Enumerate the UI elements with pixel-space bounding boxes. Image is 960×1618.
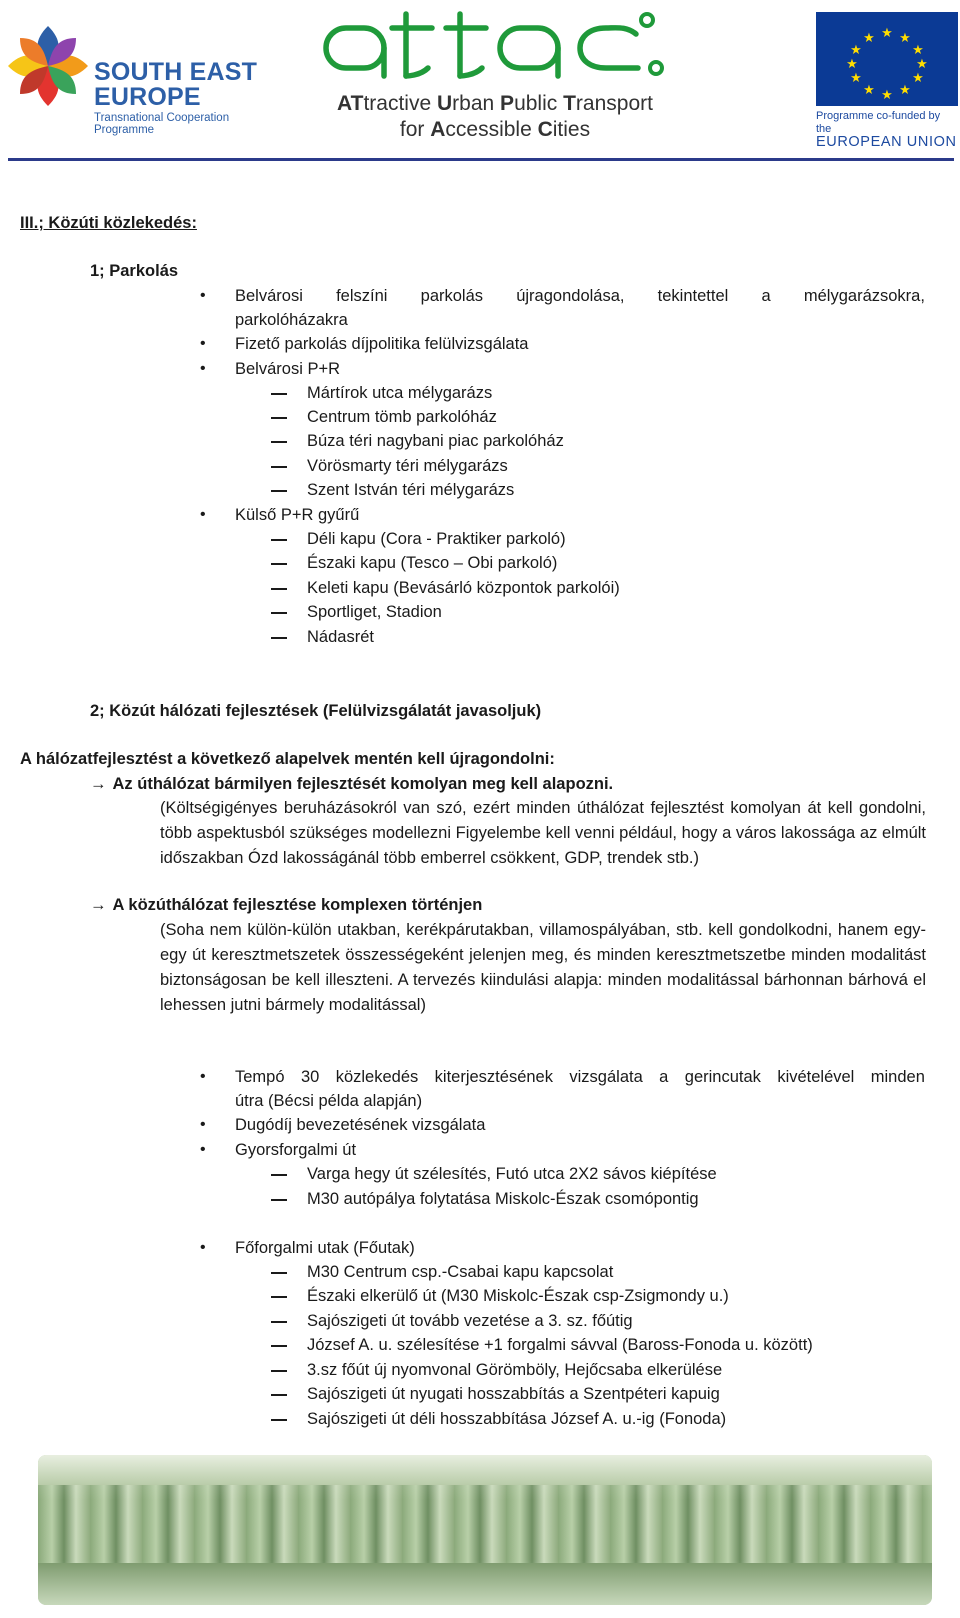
parking-item-4-sub: Keleti kapu (Bevásárló központok parkolói) (307, 579, 620, 597)
eu-flag-icon (816, 12, 958, 106)
dash-icon (271, 1394, 287, 1396)
dash-icon (271, 1345, 287, 1347)
parking-item-3: Belvárosi P+R (235, 360, 341, 378)
footer-city-banner (38, 1455, 932, 1605)
principle-2: → A közúthálózat fejlesztése komplexen történjen (90, 896, 483, 914)
network-heading: 2; Közút hálózati fejlesztések (Felülvizsgálatát javasoljuk) (90, 702, 542, 720)
eu-cofunded-note (816, 110, 958, 149)
principle-1-text: (Költségigényes beruházásokról van szó, ezért minden úthálózat fejlesztést komolyan át kell gondolni, több aspektusból szükséges modellezni Figyelembe kell venni például, hogy a város lakossága az elmúlt időszakban Ózd lakosságánál több emberrel csökkent, GDP, trendek stb.) (160, 799, 926, 867)
bullet-icon: • (200, 360, 206, 377)
parking-item-3-sub: Szent István téri mélygarázs (307, 481, 515, 499)
see-title-line1: SOUTH EAST (94, 58, 258, 86)
svg-text:★: ★ (881, 88, 893, 103)
expressway-sub: M30 autópálya folytatása Miskolc-Észak csomópontig (307, 1190, 699, 1208)
parking-item-4-sub: Nádasrét (307, 628, 374, 646)
eu-logo (816, 12, 958, 150)
expressway-sub: Varga hegy út szélesítés, Futó utca 2X2 sávos kiépítése (307, 1165, 717, 1183)
tempo30-line1: Tempó 30 közlekedés kiterjesztésének vizsgálata a gerincutak kivételével minden (235, 1068, 925, 1086)
attac-subtitle-line2: for Accessible Cities (399, 118, 591, 141)
svg-text:★: ★ (863, 83, 875, 98)
svg-text:★: ★ (850, 43, 862, 58)
bullet-icon: • (200, 335, 206, 352)
section-title: III.; Közúti közlekedés: (20, 214, 197, 232)
svg-text:★: ★ (846, 57, 858, 72)
parking-item-2: Fizető parkolás díjpolitika felülvizsgálata (235, 335, 529, 353)
bullet-icon: • (200, 506, 206, 523)
attac-logo (320, 6, 670, 156)
south-east-europe-logo (2, 16, 267, 136)
principle-1: → Az úthálózat bármilyen fejlesztését komolyan meg kell alapozni. (90, 775, 614, 793)
bullet-icon: • (200, 287, 206, 304)
dash-icon (271, 539, 287, 541)
dash-icon (271, 1419, 287, 1421)
parking-item-3-sub: Mártírok utca mélygarázs (307, 384, 493, 402)
expressway-item: Gyorsforgalmi út (235, 1141, 357, 1159)
header-divider (8, 158, 954, 161)
dash-icon (271, 588, 287, 590)
bullet-icon: • (200, 1141, 206, 1158)
attac-subtitle-line1: ATtractive Urban Public Transport (337, 92, 653, 115)
arrow-right-icon: → (90, 775, 107, 793)
bullet-icon: • (200, 1116, 206, 1133)
main-roads-sub: Sajószigeti út déli hosszabbítása József A. u.-ig (Fonoda) (307, 1410, 727, 1428)
page-header (0, 0, 960, 170)
dash-icon (271, 466, 287, 468)
main-roads-sub: 3.sz főút új nyomvonal Görömböly, Hejőcsaba elkerülése (307, 1361, 723, 1379)
attac-wordmark-icon (320, 6, 670, 88)
svg-text:★: ★ (863, 31, 875, 46)
svg-text:★: ★ (912, 43, 924, 58)
main-roads-item: Főforgalmi utak (Főutak) (235, 1239, 415, 1257)
parking-item-1-line2: parkolóházakra (235, 311, 348, 329)
main-roads-sub: M30 Centrum csp.-Csabai kapu kapcsolat (307, 1263, 614, 1281)
parking-item-4-sub: Északi kapu (Tesco – Obi parkoló) (307, 554, 558, 572)
principle-2-text: (Soha nem külön-külön utakban, kerékpárutakban, villamospályában, stb. kell gondolkodni, hanem egy-egy út keresztmetszetek összességeként jelenjen meg, és minden keresztmetszetbe minden modalitást biztonságosan be kell illeszteni. A tervezés kiindulási alapja: minden modalitással bárhonnan bárhová el lehessen jutni bármely modalitással) (160, 921, 926, 1014)
arrow-right-icon: → (90, 896, 107, 914)
dash-icon (271, 1370, 287, 1372)
svg-text:★: ★ (916, 57, 928, 72)
dash-icon (271, 637, 287, 639)
parking-item-4-sub: Sportliget, Stadion (307, 603, 442, 621)
parking-item-3-sub: Centrum tömb parkolóház (307, 408, 497, 426)
svg-text:★: ★ (850, 71, 862, 86)
bullet-icon: • (200, 1239, 206, 1256)
dash-icon (271, 1321, 287, 1323)
see-subtitle: Transnational Cooperation Programme (94, 112, 230, 136)
see-title-line2: EUROPE (94, 83, 201, 111)
svg-text:★: ★ (912, 71, 924, 86)
dash-icon (271, 1272, 287, 1274)
svg-text:★: ★ (899, 31, 911, 46)
dash-icon (271, 490, 287, 492)
bullet-icon: • (200, 1068, 206, 1085)
dash-icon (271, 1296, 287, 1298)
main-roads-sub: József A. u. szélesítése +1 forgalmi sávval (Baross-Fonoda u. között) (307, 1336, 813, 1354)
main-roads-sub: Sajószigeti út nyugati hosszabbítás a Szentpéteri kapuig (307, 1385, 720, 1403)
parking-heading: 1; Parkolás (90, 262, 179, 280)
parking-item-1-line1: Belvárosi felszíni parkolás újragondolása, tekintettel a mélygarázsokra, (235, 287, 925, 305)
parking-item-4-sub: Déli kapu (Cora - Praktiker parkoló) (307, 530, 566, 548)
dash-icon (271, 417, 287, 419)
dash-icon (271, 441, 287, 443)
eu-note-line1: Programme co-funded by the (816, 110, 941, 135)
dash-icon (271, 612, 287, 614)
dash-icon (271, 393, 287, 395)
parking-item-3-sub: Vörösmarty téri mélygarázs (307, 457, 508, 475)
svg-text:★: ★ (899, 83, 911, 98)
eu-note-line2: EUROPEAN UNION (816, 134, 957, 150)
main-roads-sub: Északi elkerülő út (M30 Miskolc-Észak csp-Zsigmondy u.) (307, 1287, 729, 1305)
dash-icon (271, 1174, 287, 1176)
principles-intro: A hálózatfejlesztést a következő alapelvek mentén kell újragondolni: (20, 750, 555, 768)
svg-text:★: ★ (881, 26, 893, 41)
congestion-charge-item: Dugódíj bevezetésének vizsgálata (235, 1116, 486, 1134)
main-roads-sub: Sajószigeti út tovább vezetése a 3. sz. főútig (307, 1312, 633, 1330)
dash-icon (271, 1199, 287, 1201)
parking-item-4: Külső P+R gyűrű (235, 506, 360, 524)
dash-icon (271, 563, 287, 565)
see-flower-icon (2, 20, 94, 112)
parking-item-3-sub: Búza téri nagybani piac parkolóház (307, 432, 564, 450)
tempo30-line2: útra (Bécsi példa alapján) (235, 1092, 423, 1110)
